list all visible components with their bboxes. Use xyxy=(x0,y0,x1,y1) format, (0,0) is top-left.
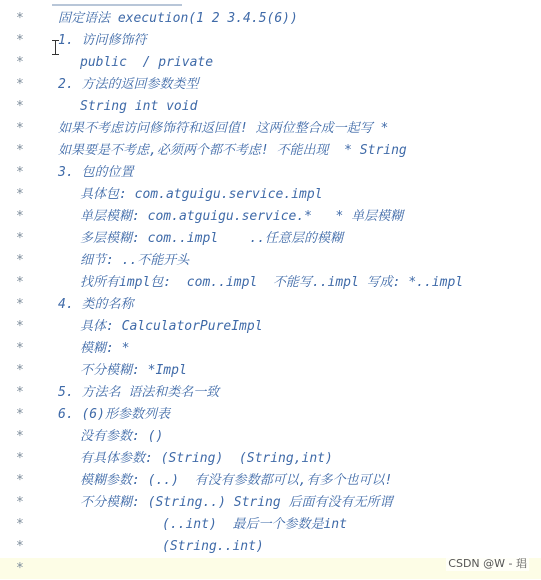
code-line[interactable]: String int void xyxy=(80,99,198,114)
code-line[interactable]: 固定语法 execution(1 2 3.4.5(6)) xyxy=(58,11,298,26)
gutter-marker: * xyxy=(16,297,24,312)
code-line[interactable]: public / private xyxy=(80,55,214,70)
gutter-marker: * xyxy=(16,99,24,114)
gutter-marker: * xyxy=(16,121,24,136)
code-line[interactable]: 1. 访问修饰符 xyxy=(58,33,147,48)
gutter-marker: * xyxy=(16,473,24,488)
code-line[interactable]: 多层模糊: com..impl ..任意层的模糊 xyxy=(80,231,344,246)
code-line[interactable]: 5. 方法名 语法和类名一致 xyxy=(58,385,220,400)
gutter-marker: * xyxy=(16,275,24,290)
gutter-marker: * xyxy=(16,209,24,224)
gutter-marker: * xyxy=(16,165,24,180)
code-line[interactable]: (..int) 最后一个参数是int xyxy=(162,517,347,532)
gutter-marker: * xyxy=(16,407,24,422)
gutter-marker: * xyxy=(16,429,24,444)
code-line[interactable]: 4. 类的名称 xyxy=(58,297,134,312)
gutter-marker: * xyxy=(16,385,24,400)
code-line[interactable]: 2. 方法的返回参数类型 xyxy=(58,77,199,92)
code-line[interactable]: 不分模糊: *Impl xyxy=(80,363,187,378)
text-cursor-icon xyxy=(51,39,60,56)
code-line[interactable]: 找所有impl包: com..impl 不能写..impl 写成: *..impl xyxy=(80,275,464,290)
gutter-marker: * xyxy=(16,55,24,70)
gutter-marker: * xyxy=(16,451,24,466)
gutter-marker: * xyxy=(16,77,24,92)
gutter-marker: * xyxy=(16,187,24,202)
code-line[interactable]: 细节: ..不能开头 xyxy=(80,253,190,268)
watermark: CSDN @W - 琩 xyxy=(448,557,527,570)
gutter-marker: * xyxy=(16,143,24,158)
gutter-marker: * xyxy=(16,363,24,378)
code-line[interactable]: 模糊: * xyxy=(80,341,130,356)
gutter-marker: * xyxy=(16,11,24,26)
gutter-marker: * xyxy=(16,231,24,246)
gutter-marker: * xyxy=(16,495,24,510)
code-line[interactable]: 如果不考虑访问修饰符和返回值! 这两位整合成一起写 * xyxy=(58,121,389,136)
gutter-marker: * xyxy=(16,341,24,356)
code-line[interactable]: 具体: CalculatorPureImpl xyxy=(80,319,263,334)
gutter-marker: * xyxy=(16,539,24,554)
gutter-marker: * xyxy=(16,561,24,576)
code-line[interactable]: (String..int) xyxy=(162,539,264,554)
code-line[interactable]: 不分模糊: (String..) String 后面有没有无所谓 xyxy=(80,495,393,510)
code-line[interactable]: 模糊参数: (..) 有没有参数都可以,有多个也可以! xyxy=(80,473,393,488)
code-line[interactable]: 没有参数: () xyxy=(80,429,164,444)
gutter-marker: * xyxy=(16,319,24,334)
code-line[interactable]: 有具体参数: (String) (String,int) xyxy=(80,451,333,466)
gutter-marker: * xyxy=(16,517,24,532)
code-line[interactable]: 单层模糊: com.atguigu.service.* * 单层模糊 xyxy=(80,209,404,224)
code-line[interactable]: 如果要是不考虑,必须两个都不考虑! 不能出现 * String xyxy=(58,143,407,158)
gutter-marker: * xyxy=(16,253,24,268)
code-line[interactable]: 6. (6)形参数列表 xyxy=(58,407,170,422)
scrolled-line-remnant xyxy=(52,0,182,6)
code-line[interactable]: 具体包: com.atguigu.service.impl xyxy=(80,187,323,202)
code-line[interactable]: 3. 包的位置 xyxy=(58,165,134,180)
gutter-marker: * xyxy=(16,33,24,48)
